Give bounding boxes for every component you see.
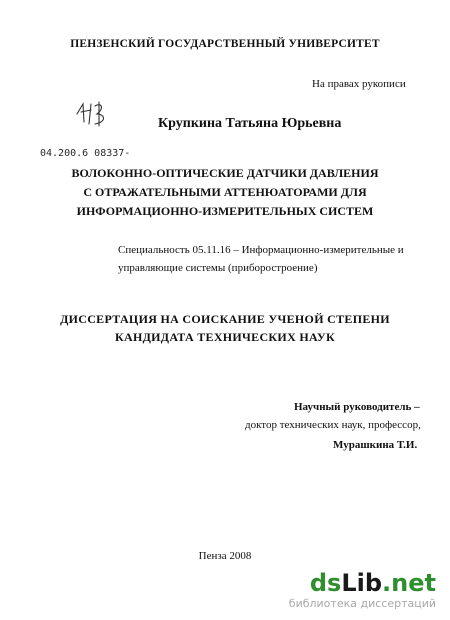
specialty-line: управляющие системы (приборостроение) xyxy=(118,262,318,274)
logo-lib: Lib xyxy=(341,569,383,597)
dissertation-title-line: С ОТРАЖАТЕЛЬНЫМИ АТТЕНЮАТОРАМИ ДЛЯ xyxy=(83,185,367,199)
logo-net: .net xyxy=(382,569,436,597)
city-year: Пенза 2008 xyxy=(198,550,252,562)
dissertation-title-line: ВОЛОКОННО-ОПТИЧЕСКИЕ ДАТЧИКИ ДАВЛЕНИЯ xyxy=(71,166,379,180)
library-stamp: 04.200.6 08337- xyxy=(40,148,131,159)
specialty-line: Специальность 05.11.16 – Информационно-измерительные и xyxy=(118,244,404,256)
degree-line: КАНДИДАТА ТЕХНИЧЕСКИХ НАУК xyxy=(114,330,335,344)
watermark-subtitle: библиотека диссертаций xyxy=(288,597,436,610)
manuscript-rights: На правах рукописи xyxy=(312,78,406,90)
author-name: Крупкина Татьяна Юрьевна xyxy=(158,116,342,131)
logo-ds: ds xyxy=(309,569,342,597)
dslib-watermark xyxy=(274,569,442,615)
degree-line: ДИССЕРТАЦИЯ НА СОИСКАНИЕ УЧЕНОЙ СТЕПЕНИ xyxy=(60,312,390,326)
university-name: ПЕНЗЕНСКИЙ ГОСУДАРСТВЕННЫЙ УНИВЕРСИТЕТ xyxy=(70,38,380,50)
dissertation-title-line: ИНФОРМАЦИОННО-ИЗМЕРИТЕЛЬНЫХ СИСТЕМ xyxy=(76,204,374,218)
handwritten-signature xyxy=(75,100,111,128)
advisor-name: Мурашкина Т.И. xyxy=(333,439,418,451)
advisor-degree: доктор технических наук, профессор, xyxy=(245,419,421,431)
advisor-label: Научный руководитель – xyxy=(294,401,420,413)
dslib-logo xyxy=(310,569,436,597)
